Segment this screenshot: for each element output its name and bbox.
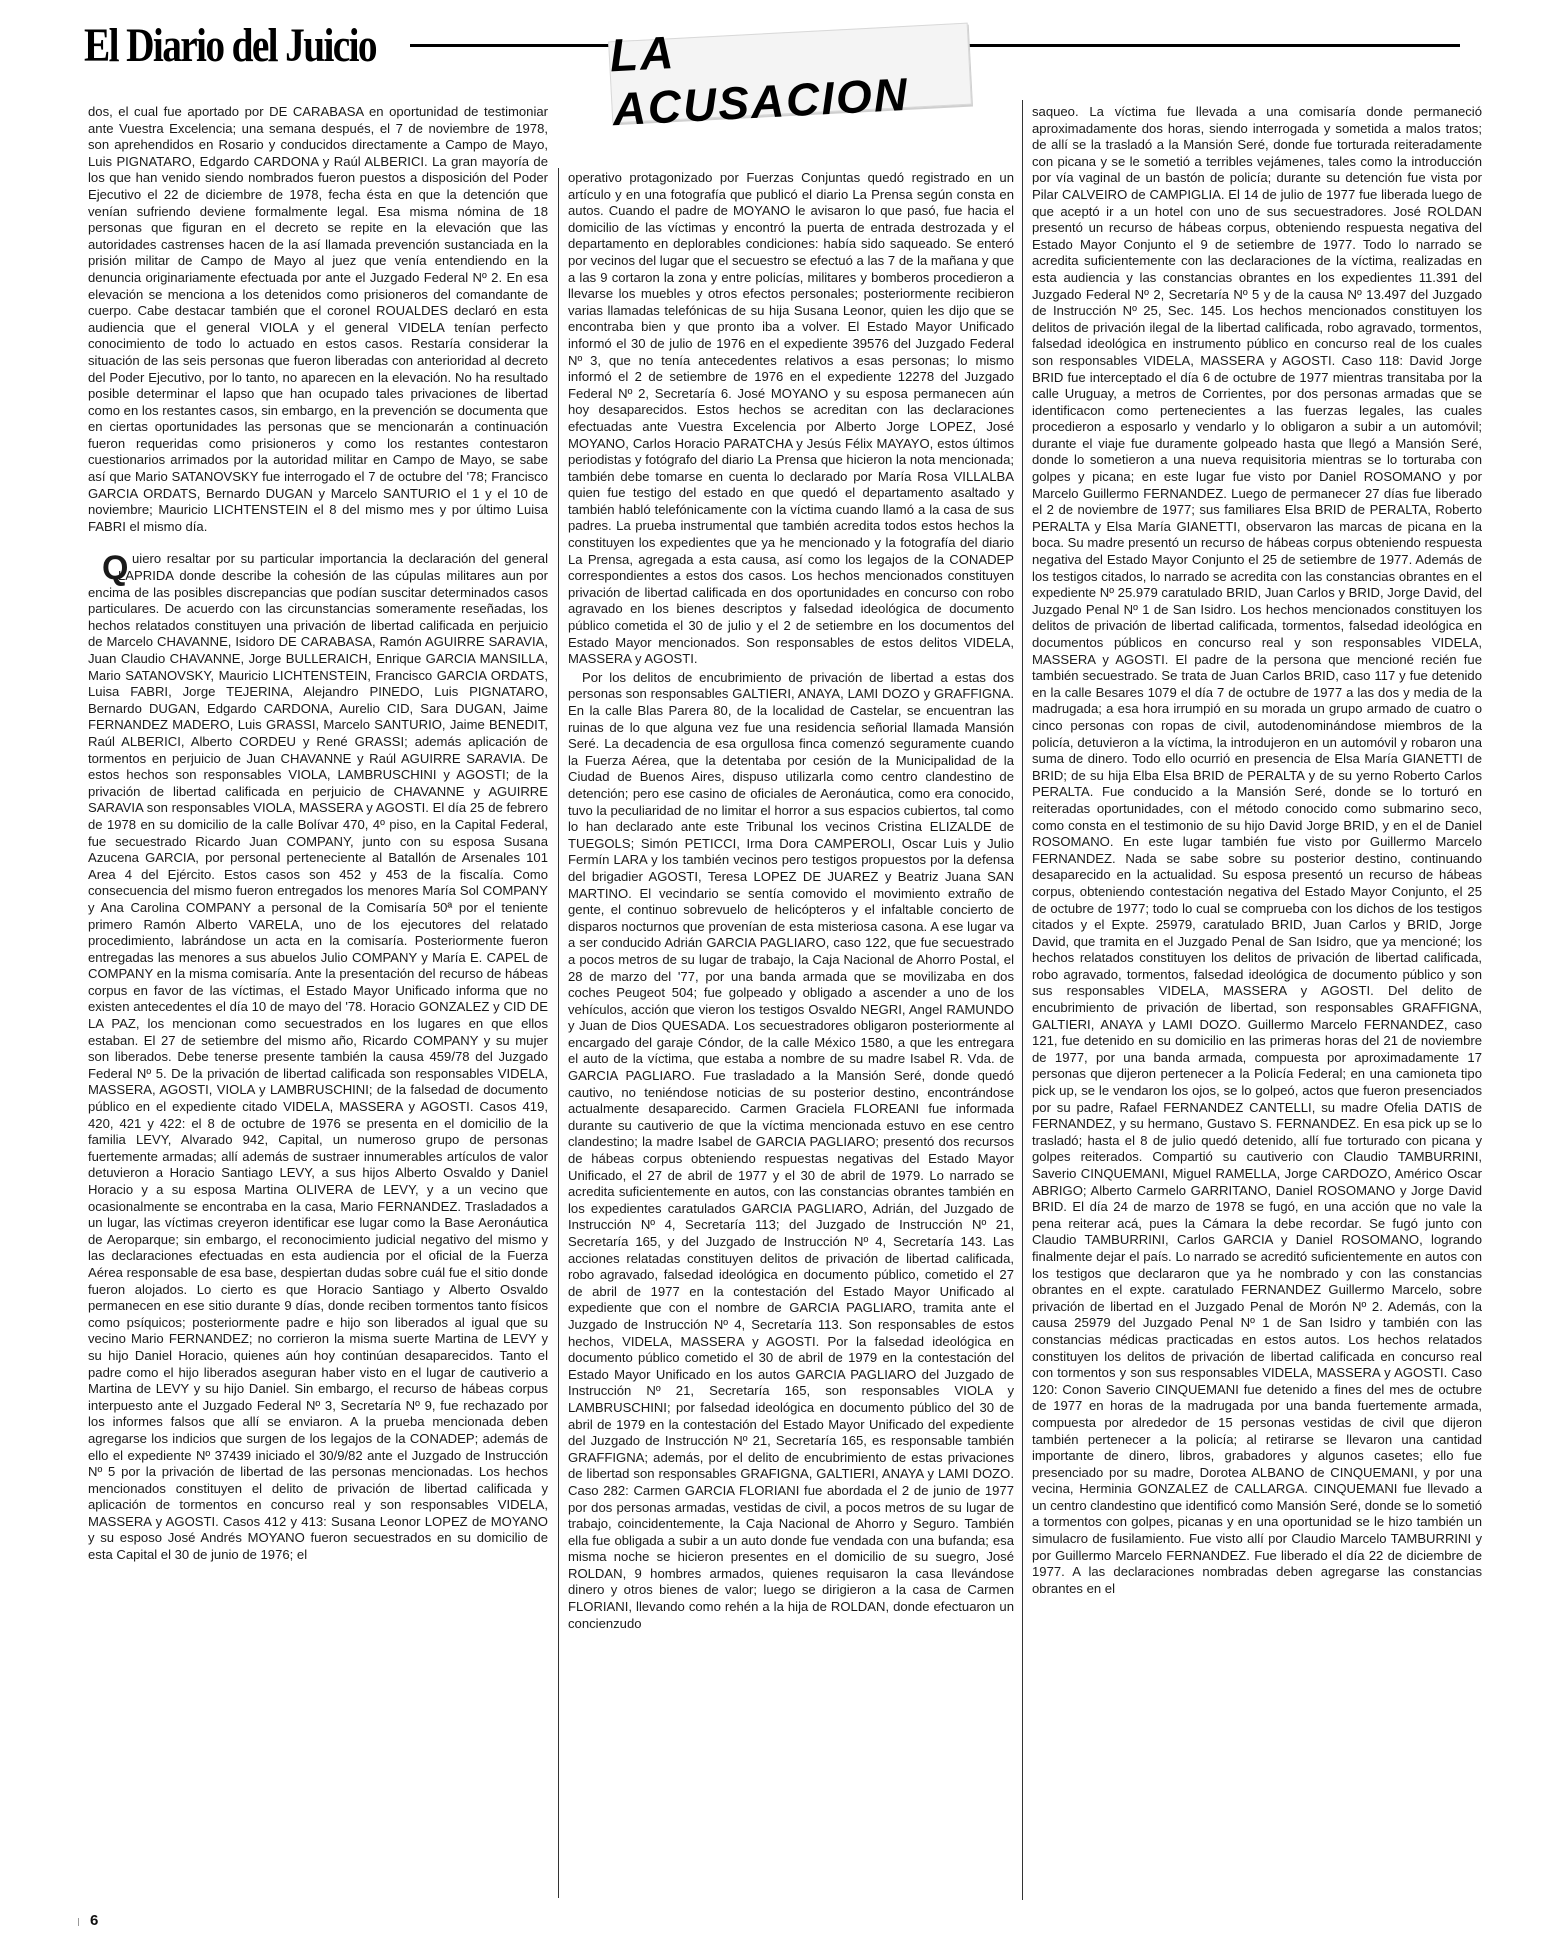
article-paragraph-text: uiero resaltar por su particular importancia la declaración del general LAPRIDA donde describe la cohesión de las cúpulas militares aun por encima de las posibles discrepancias que podían suscitar determinados casos particulares. De acuerdo con las circunstancias someramente reseñadas, los hechos relatados constituyen una privación de libertad calificada en perjuicio de Marcelo CHAVANNE, Isidoro DE CARABASA, Ramón AGUIRRE SARAVIA, Juan Claudio CHAVANNE, Jorge BULLERAICH, Enrique GARCIA MANSILLA, Mario SATANOVSKY, Mauricio LICHTENSTEIN, Francisco GARCIA ORDATS, Luisa FABRI, Jorge TEJERINA, Alejandro PINEDO, Luis PIGNATARO, Bernardo DUGAN, Edgardo CARDONA, Aurelio CID, Sara DUGAN, Jaime FERNANDEZ MADERO, Luis GRASSI, Marcelo SANTURIO, Jaime BENEDIT, Raúl ALBERICI, Alberto CORDEU y René GRASSI; además aplicación de tormentos en perjuicio de Juan CHAVANNE y Raúl AGUIRRE SARAVIA. De estos hechos son responsables VIOLA, LAMBRUSCHINI y AGOSTI; de la privación de libertad calificada en perjuicio de CHAVANNE y AGUIRRE SARAVIA son responsables VIOLA, MASSERA y AGOSTI. El día 25 de febrero de 1978 en su domicilio de la calle Bolívar 470, 4º piso, en la Capital Federal, fue secuestrado Ricardo Juan COMPANY, junto con su esposa Susana Azucena GARCIA, por personal perteneciente al Batallón de Arsenales 101 Area 4 del Ejército. Estos casos son 452 y 453 de la fiscalía. Como consecuencia del mismo fueron entregados los menores María Sol COMPANY y Ana Carolina COMPANY a personal de la Comisaría 50ª por el teniente primero Ramón Alberto VARELA, uno de los ejecutores del relatado procedimiento, labrándose un acta en la comisaría. Posteriormente fueron entregadas las menores a sus abuelos Julio COMPANY y María E. CAPEL de COMPANY en la misma comisaría. Ante la presentación del recurso de hábeas corpus en favor de las víctimas, el Estado Mayor Unificado informa que no existen antecedentes el día 10 de mayo del '78. Horacio GONZALEZ y CID DE LA PAZ, los mencionan como secuestrados en los lugares en que ellos estaban. El 27 de setiembre del mismo año, Ricardo COMPANY y su mujer son liberados. Debe tenerse presente también la causa 459/78 del Juzgado Federal Nº 5. De la privación de libertad calificada son responsables VIDELA, MASSERA, AGOSTI, VIOLA y LAMBRUSCHINI; de la falsedad de documento público en el expediente citado VIDELA, MASSERA y AGOSTI. Casos 419, 420, 421 y 422: el 8 de octubre de 1976 se presenta en el domicilio de la familia LEVY, Alvarado 942, Capital, un numeroso grupo de personas fuertemente armadas; allí además de sustraer innumerables artículos de valor detuvieron a Horacio Santiago LEVY, a sus hijos Alberto Osvaldo y Daniel Horacio y a su esposa Martina OLIVERA de LEVY, y a un vecino que ocasionalmente se encontraba en la casa, Mario FERNANDEZ. Trasladados a un lugar, las víctimas creyeron identificar ese lugar como la Base Aeronáutica de Aeroparque; sin embargo, el reconocimiento judicial negativo del mismo y las declaraciones efectuadas en esta audiencia por el oficial de la Fuerza Aérea responsable de esa base, despiertan dudas sobre cuál fue el sitio donde fueron alojados. Lo cierto es que Horacio Santiago y Alberto Osvaldo permanecen en ese sitio durante 9 días, donde reciben tormentos tanto físicos como psíquicos; posteriormente padre e hijo son liberados al igual que su vecino Mario FERNANDEZ; no corrieron la misma suerte Martina de LEVY y su hijo Daniel Horacio, quienes aún hoy continúan desaparecidos. Tanto el padre como el hijo liberados aseguran haber visto en el lugar de cautiverio a Martina de LEVY y su hijo Daniel. Sin embargo, el recurso de hábeas corpus interpuesto ante el Juzgado Federal Nº 3, Secretaría Nº 9, fue rechazado por los informes falsos que allí se enviaron. A la prueba mencionada deben agregarse los indicios que surgen de los legajos de la CONADEP; además de ello el expediente Nº 37439 iniciado el 30/9/82 ante el Juzgado de Instrucción Nº 5 por la privación de libertad de las personas mencionadas. Los hechos mencionados constituyen el delito de privación de libertad calificada y aplicación de tormentos en concurso real y son responsables VIDELA, MASSERA y AGOSTI. Casos 412 y 413: Susana Leonor LOPEZ de MOYANO y su esposo José Andrés MOYANO fueron secuestrados en su domicilio de esta Capital el 30 de junio de 1976; el: [88, 551, 548, 1563]
footer-mark: [78, 1918, 86, 1926]
article-paragraph: operativo protagonizado por Fuerzas Conjuntas quedó registrado en un artículo y en una fotografía que publicó el diario La Prensa según consta en autos. Cuando el padre de MOYANO le avisaron lo que pasó, fue hacia el domicilio de las víctimas y encontró la puerta de entrada destrozada y el departamento en deplorables condiciones: había sido saqueado. Se enteró por vecinos del lugar que el secuestro se efectuó a las 7 de la mañana y que a las 9 cortaron la zona y entre policías, militares y bomberos procedieron a llevarse los muebles y otros efectos personales; posteriormente recibieron varias llamadas telefónicas de su hija Susana Leonor, quien les dijo que se encontraba bien y que pronto iba a volver. El Estado Mayor Unificado informó el 30 de julio de 1976 en el expediente 39576 del Juzgado Federal Nº 3, que no tenía antecedentes relativos a esas personas; lo mismo informó el 2 de setiembre de 1976 en el expediente 12278 del Juzgado Federal Nº 2, Secretaría 6. José MOYANO y su esposa permanecen aún hoy desaparecidos. Estos hechos se acreditan con las declaraciones efectuadas ante Vuestra Excelencia por Alberto Jorge LOPEZ, José MOYANO, Carlos Horacio PARATCHA y Jesús Félix MAYAYO, estos últimos periodistas y fotógrafo del diario La Prensa que hicieron la nota mencionada; también debe tomarse en cuenta lo declarado por María Rosa VILLALBA quien fue testigo del estado en que quedó el departamento asaltado y también habló telefónicamente con la víctima cuando llamó a la casa de sus padres. La prueba instrumental que también acredita todos estos hechos la constituyen los expedientes que ya he mencionado y la fotografía del diario La Prensa, agregada a esta causa, así como los legajos de la CONADEP correspondientes a estos dos casos. Los hechos mencionados constituyen privación de libertad calificada en dos oportunidades en concurso con robo agravado en los bienes descriptos y falsedad ideológica de documento público cometida el 30 de julio y el 2 de setiembre en los documentos del Estado Mayor mencionados. Son responsables de estos delitos VIDELA, MASSERA y AGOSTI.: [568, 170, 1014, 667]
column-divider-2: [1022, 100, 1023, 1900]
article-column-2: [568, 170, 1014, 1894]
column-divider-1: [558, 168, 559, 1898]
section-banner: [608, 23, 972, 136]
article-paragraph: saqueo. La víctima fue llevada a una comisaría donde permaneció aproximadamente dos horas, siendo interrogada y sometida a malos tratos; de allí se la trasladó a la Mansión Seré, donde fue torturada reiteradamente con picana y se le sometió a terribles vejámenes, tales como la introducción por vía vaginal de un bastón de policía; durante su detención fue vista por Pilar CALVEIRO de CAMPIGLIA. El 14 de julio de 1977 fue liberada luego de que aceptó ir a un hotel con uno de sus secuestradores. José ROLDAN presentó un recurso de hábeas corpus, obteniendo respuesta negativa del Estado Mayor Conjunto el 9 de setiembre de 1977. Todo lo narrado se acredita suficientemente con las declaraciones de la víctima, realizadas en esta audiencia y las constancias obrantes en los expedientes 11.391 del Juzgado Federal Nº 2, Secretaría Nº 5 y de la causa Nº 13.497 del Juzgado de Instrucción Nº 25, Sec. 145. Los hechos mencionados constituyen los delitos de privación ilegal de la libertad calificada, robo agravado, tormentos, falsedad ideológica en instrumento público en concurso real de los cuales son responsables VIDELA, MASSERA y AGOSTI. Caso 118: David Jorge BRID fue interceptado el día 6 de octubre de 1977 mientras transitaba por la calle Uruguay, a metros de Corrientes, por dos personas armadas que se identificacon como pertenecientes a las fuerzas legales, las cuales procedieron a esposarlo y vendarlo y lo obligaron a subir a un automóvil; durante el viaje fue duramente golpeado hasta que llegó a Mansión Seré, donde lo sometieron a una nueva requisitoria mientras se lo torturaba con golpes y picana; en este lugar fue visto por Daniel ROSOMANO y por Marcelo Guillermo FERNANDEZ. Luego de permanecer 27 días fue liberado el 2 de noviembre de 1977; sus familiares Elsa BRID de PERALTA, Roberto PERALTA y Elsa María GIANETTI, observaron las marcas de picana en la boca. Su madre presentó un recurso de hábeas corpus obteniendo respuesta negativa del Estado Mayor Conjunto el 25 de setiembre de 1977. Además de los testigos citados, lo narrado se acredita con las constancias obrantes en el expediente Nº 25.979 caratulado BRID, Juan Carlos y BRID, Jorge David, del Juzgado Penal Nº 1 de San Isidro. Los hechos mencionados constituyen los delitos de privación de libertad calificada, tormentos, falsedad ideológica en documentos públicos en concurso real y son responsables VIDELA, MASSERA y AGOSTI. El padre de la persona que mencioné recién fue también secuestrado. Se trata de Juan Carlos BRID, caso 117 y fue detenido en la calle Besares 1079 el día 7 de octubre de 1977 a las dos y media de la madrugada; a esa hora irrumpió en su morada un grupo armado de cuatro o cinco personas con ropas de civil, autodenominándose miembros de la policía, detuvieron a la víctima, la introdujeron en un automóvil y robaron una suma de dinero. Todo ello ocurrió en presencia de Elsa María GIANETTI de BRID; de su hija Elba Elsa BRID de PERALTA y de su yerno Roberto Carlos PERALTA. Fue conducido a la Mansión Seré, donde se lo torturó en reiteradas oportunidades, con el método conocido como submarino seco, como consta en el testimonio de su hijo David Jorge BRID, y en el de Daniel ROSOMANO. En este lugar también fue visto por Guillermo Marcelo FERNANDEZ. Nada se sabe sobre su posterior destino, continuando desaparecido en la actualidad. Su esposa presentó un recurso de hábeas corpus, obteniendo contestación negativa del Estado Mayor Conjunto, el 25 de octubre de 1977; todo lo cual se comprueba con los dichos de los testigos citados y el Expte. 25979, caratulado BRID, Juan Carlos y BRID, Jorge David, que tramita en el Juzgado Penal de San Isidro, que ya mencioné; los hechos relatados constituyen los delitos de privación de libertad calificada, robo agravado, tormentos, falsedad ideológica de documento público y son sus responsables VIDELA, MASSERA y AGOSTI. Del delito de encubrimiento de privación de libertad, son responsables GRAFFIGNA, GALTIERI, ANAYA y LAMI DOZO. Guillermo Marcelo FERNANDEZ, caso 121, fue detenido en su domicilio en las primeras horas del 21 de noviembre de 1977, por una banda armada, compuesta por aproximadamente 17 personas que dijeron pertenecer a la Policía Federal; en una camioneta tipo pick up, se le vendaron los ojos, se lo golpeó, actos que fueron presenciados por su padre, Rafael FERNANDEZ CANTELLI, su madre Ofelia DATIS de FERNANDEZ, y su hermano, Gustavo S. FERNANDEZ. En esa pick up se lo trasladó; hasta el 8 de julio quedó detenido, allí fue torturado con picana y golpes reiterados. Compartió su cautiverio con Claudio TAMBURRINI, Saverio CINQUEMANI, Miguel RAMELLA, Jorge CARDOZO, Américo Oscar ABRIGO; Alberto Carmelo GARRITANO, Daniel ROSOMANO y Jorge David BRID. El día 24 de marzo de 1978 se fugó, en una acción que no vale la pena reiterar acá, pues la Cámara la debe recordar. Se fugó junto con Claudio TAMBURRINI, Carlos GARCIA y Daniel ROSOMANO, logrando finalmente dejar el país. Lo narrado se acreditó suficientemente en autos con los testigos que declararon que ya he nombrado y con las constancias obrantes en el expte. caratulado FERNANDEZ Guillermo Marcelo, sobre privación de libertad en el Juzgado Penal de Morón Nº 2. Además, con la causa 25979 del Juzgado Penal Nº 1 de San Isidro y también con las constancias médicas practicadas en estos autos. Los hechos relatados constituyen los delitos de privación de libertad calificada en concurso real con tormentos y son sus responsables VIDELA, MASSERA y AGOSTI. Caso 120: Conon Saverio CINQUEMANI fue detenido a fines del mes de octubre de 1977 en horas de la madrugada por una banda fuertemente armada, compuesta por alrededor de 15 personas vestidas de civil que dijeron también pertenecer a la policía; al retirarse se llevaron una cantidad importante de dinero, libros, grabadores y algunos casetes; ello fue presenciado por su madre, Dorotea ALBANO de CINQUEMANI, y por una vecina, Herminia GONZALEZ de CALLARGA. CINQUEMANI fue llevado a un centro clandestino que identificó como Mansión Seré, donde se lo sometió a tormentos con golpes, picanas y en una oportunidad se le hizo también un simulacro de fusilamiento. Fue visto allí por Claudio Marcelo TAMBURRINI y por Guillermo Marcelo FERNANDEZ. Fue liberado el día 22 de diciembre de 1977. A las declaraciones nombradas deben agregarse las constancias obrantes en el: [1032, 104, 1482, 1596]
page-number: 6: [90, 1912, 99, 1929]
article-column-3: [1032, 104, 1482, 1894]
article-column-1: [88, 104, 548, 1894]
article-paragraph: Por los delitos de encubrimiento de privación de libertad a estas dos personas son responsables GALTIERI, ANAYA, LAMI DOZO y GRAFFIGNA. En la calle Blas Parera 80, de la localidad de Castelar, se encuentran las ruinas de lo que alguna vez fue una residencia señorial llamada Mansión Seré. La decadencia de esa orgullosa finca comenzó seguramente cuando la Fuerza Aérea, que la detentaba por cesión de la Municipalidad de la Ciudad de Buenos Aires, dispuso utilizarla como centro clandestino de detención; pero ese casino de oficiales de Aeronáutica, como era conocido, tuvo la peculiaridad de no limitar el horror a sus espacios cubiertos, tal como lo han declarado ante este Tribunal los vecinos Cristina ELIZALDE de TUEGOLS; Simón PETICCI, Irma Dora CAMPEROLI, Oscar Luis y Julio Fermín LARA y los también vecinos pero testigos propuestos por la defensa del brigadier AGOSTI, Teresa LOPEZ DE JUAREZ y Beatriz Juana SAN MARTINO. El vecindario se sentía comovido el movimiento extraño de gente, el continuo sobrevuelo de helicópteros y el infaltable concierto de disparos nocturnos que provenían de esta misteriosa casona. A ese lugar va a ser conducido Adrián GARCIA PAGLIARO, caso 122, que fue secuestrado a pocos metros de su lugar de trabajo, la Caja Nacional de Ahorro Postal, el 28 de marzo del '77, por una banda armada que se movilizaba en dos coches Peugeot 504; fue golpeado y obligado a ascender a uno de los vehículos, acción que vieron los testigos Osvaldo NEGRI, Angel RAMUNDO y Juan de Dios QUESADA. Los secuestradores obligaron posteriormente al encargado del garaje Cóndor, de la calle México 1580, a que les entregara el auto de la víctima, que estaba a nombre de su madre Isabel R. Vda. de GARCIA PAGLIARO. Fue trasladado a la Mansión Seré, donde quedó cautivo, no teniéndose noticias de su posterior destino, encontrándose actualmente desaparecido. Carmen Graciela FLOREANI fue informada durante su cautiverio de que la víctima mencionada estuvo en ese centro clandestino; la madre Isabel de GARCIA PAGLIARO; presentó dos recursos de hábeas corpus obteniendo respuestas negativas del Estado Mayor Unificado, el 27 de abril de 1977 y el 30 de abril de 1979. Lo narrado se acredita suficientemente en autos, con las constancias obrantes también en los expedientes caratulados GARCIA PAGLIARO, Adrián, del Juzgado de Instrucción Nº 4, Secretaría 113; del Juzgado de Instrucción Nº 21, Secretaría 165, y del Juzgado de Instrucción Nº 4, Secretaría 143. Las acciones relatadas constituyen delitos de privación de libertad calificada, robo agravado, falsedad ideológica en documento público, cometido el 27 de abril de 1977 en la contestación del Estado Mayor Unificado al expediente que con el nombre de GARCIA PAGLIARO, tramita ante el Juzgado de Instrucción Nº 4, Secretaría 113. Son responsables de estos hechos, VIDELA, MASSERA y AGOSTI. Por la falsedad ideológica en documento público cometido el 30 de abril de 1979 en la contestación del Estado Mayor Unificado en los autos GARCIA PAGLIARO del Juzgado de Instrucción Nº 21, Secretaría 165, son responsables VIOLA y LAMBRUSCHINI; por falsedad ideológica en documento público del 30 de abril de 1979 en la contestación del Estado Mayor Unificado del expediente del Juzgado de Instrucción Nº 21, Secretaría 165, es responsable también GRAFFIGNA; además, por el delito de encubrimiento de estas privaciones de libertad son responsables GRAFIGNA, GALTIERI, ANAYA y LAMI DOZO. Caso 282: Carmen GARCIA FLORIANI fue abordada el 2 de junio de 1977 por dos personas armadas, vestidas de civil, a pocos metros de su lugar de trabajo, coincidentemente, la Caja Nacional de Ahorro y Seguro. También ella fue obligada a subir a un auto donde fue vendada con una bufanda; esa misma noche se hicieron presentes en el domicilio de su suegro, José ROLDAN, 9 hombres armados, quienes requisaron la casa llevándose dinero y otros bienes de valor; luego se dirigieron a la casa de Carmen FLORIANI, llevando como rehén a la hija de ROLDAN, donde efectuaron un concienzudo: [568, 669, 1014, 1631]
article-paragraph: dos, el cual fue aportado por DE CARABASA en oportunidad de testimoniar ante Vuestra Excelencia; una semana después, el 7 de noviembre de 1978, son aprehendidos en Rosario y conducidos directamente a Campo de Mayo, Luis PIGNATARO, Edgardo CARDONA y Raúl ALBERICI. La gran mayoría de los que han venido siendo nombrados fueron puestos a disposición del Poder Ejecutivo el 22 de diciembre de 1978, fecha ésta en que la detención que venían sufriendo deviene formalmente legal. Esa misma nómina de 18 personas que figuran en el decreto se repite en la elevación que las autoridades castrenses hacen de la así llamada prevención sustanciada en la prisión militar de Campo de Mayo al juez que venía entendiendo en la denuncia originariamente efectuada por ante el Juzgado Federal Nº 2. En esa elevación se menciona a los detenidos como prisioneros del comandante de cuerpo. Cabe destacar también que el coronel ROUALDES declaró en esta audiencia que el general VIOLA y el general VIDELA tenían perfecto conocimiento de todo lo actuado en estos casos. Restaría considerar la situación de las seis personas que fueron liberadas con anterioridad al decreto del Poder Ejecutivo, por lo tanto, no aparecen en la elevación. No ha resultado posible determinar el lapso que han ocupado tales privaciones de libertad como en los restantes casos, sin embargo, en la prevención se documenta que en ciertas oportunidades las personas que se mencionarán a continuación fueron requeridas como prisioneros y como los restantes contestaron cuestionarios arrimados por la autoridad militar en Campo de Mayo, se sabe así que Mario SATANOVSKY fue interrogado el 7 de octubre del '78; Francisco GARCIA ORDATS, Bernardo DUGAN y Marcelo SANTURIO el 1 y el 10 de noviembre; Mauricio LICHTENSTEIN el 8 del mismo mes y por último Luisa FABRI el mismo día.: [88, 104, 548, 534]
article-paragraph-with-dropcap: [88, 551, 548, 1563]
section-banner-label: LA ACUSACION: [608, 26, 911, 136]
masthead-title: El Diario del Juicio: [84, 19, 376, 72]
drop-cap: Q: [102, 549, 129, 588]
